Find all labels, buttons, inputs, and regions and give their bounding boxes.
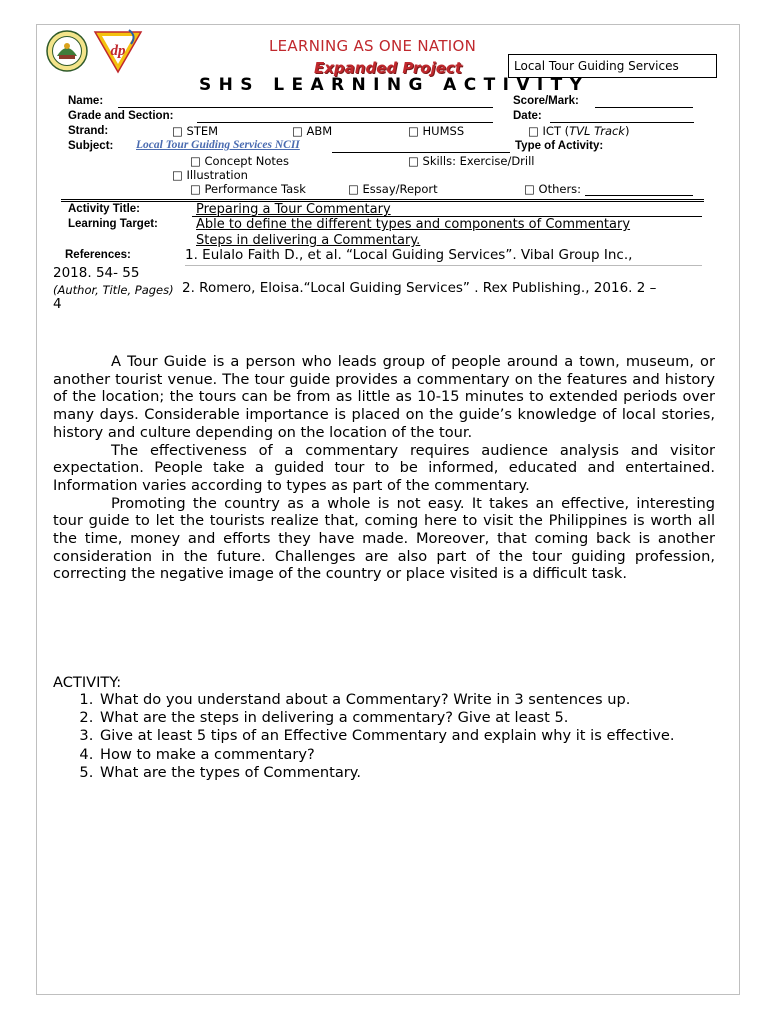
- learning-target-line1: Able to define the different types and components of Commentary: [196, 217, 631, 232]
- reference-2-tail: 4: [53, 296, 62, 312]
- list-item: 5. What are the types of Commentary.: [98, 764, 715, 782]
- school-seal-icon: [45, 30, 89, 72]
- subject-box: Local Tour Guiding Services: [508, 54, 717, 78]
- type-of-activity-label: Type of Activity:: [515, 140, 604, 152]
- type-performance-task-option[interactable]: □ Performance Task: [190, 182, 306, 196]
- subject-field-line: [332, 152, 510, 153]
- references-label: References:: [65, 249, 131, 261]
- body-text: [53, 353, 715, 583]
- list-item: 4. How to make a commentary?: [98, 746, 715, 764]
- reference-1-line2: 2018. 54- 55: [53, 265, 140, 281]
- activity-title-label: Activity Title:: [68, 203, 140, 215]
- checkbox-icon: □: [408, 124, 419, 138]
- type-others-option[interactable]: □ Others:: [524, 182, 582, 196]
- checkbox-icon: □: [172, 168, 183, 182]
- others-field[interactable]: [585, 195, 693, 196]
- date-label: Date:: [513, 110, 542, 122]
- learning-target-label: Learning Target:: [68, 218, 158, 230]
- checkbox-icon: □: [408, 154, 419, 168]
- deped-logo-icon: [93, 28, 143, 74]
- checkbox-icon: □: [190, 182, 201, 196]
- paragraph-2: The effectiveness of a commentary requires audience analysis and visitor expectation. People take a guided tour to be informed, educated and entertained. Information varies according to types as part of the commentary.: [53, 441, 715, 494]
- checkbox-icon: □: [524, 182, 535, 196]
- list-item: 1. What do you understand about a Commentary? Write in 3 sentences up.: [98, 691, 715, 709]
- reference-1-line1: 1. Eulalo Faith D., et al. “Local Guiding Services”. Vibal Group Inc.,: [185, 247, 633, 263]
- header-nation: LEARNING AS ONE NATION: [269, 37, 477, 55]
- checkbox-icon: □: [172, 124, 183, 138]
- checkbox-icon: □: [528, 124, 539, 138]
- checkbox-icon: □: [190, 154, 201, 168]
- type-illustration-option[interactable]: □ Illustration: [172, 168, 248, 182]
- list-item: 3. Give at least 5 tips of an Effective Commentary and explain why it is effective.: [98, 727, 715, 745]
- page-title: SHS LEARNING ACTIVITY: [199, 75, 590, 95]
- type-concept-notes-option[interactable]: □ Concept Notes: [190, 154, 289, 168]
- type-skills-option[interactable]: □ Skills: Exercise/Drill: [408, 154, 535, 168]
- grade-field[interactable]: [197, 122, 493, 123]
- list-item: 2. What are the steps in delivering a commentary? Give at least 5.: [98, 709, 715, 727]
- name-field[interactable]: [118, 107, 493, 108]
- paragraph-3: Promoting the country as a whole is not easy. It takes an effective, interesting tour guide to let the tourists realize that, coming here to visit the Philippines is worth all the time, money and efforts they have made. Moreover, that coming back is another consideration in the future. Challenges are also part of the tour guiding profession, correcting the negative image of the country or place visited is a difficult task.: [53, 494, 715, 583]
- date-field[interactable]: [550, 122, 694, 123]
- strand-ict-option[interactable]: □ ICT (TVL Track): [528, 124, 630, 138]
- strand-abm-option[interactable]: □ ABM: [292, 124, 333, 138]
- header-expanded-project: Expanded Project: [314, 59, 462, 77]
- checkbox-icon: □: [348, 182, 359, 196]
- strand-label: Strand:: [68, 125, 109, 137]
- separator-top: [61, 199, 704, 200]
- name-label: Name:: [68, 95, 104, 107]
- activity-title-value: Preparing a Tour Commentary: [196, 202, 391, 217]
- type-essay-report-option[interactable]: □ Essay/Report: [348, 182, 438, 196]
- score-field[interactable]: [595, 107, 693, 108]
- reference-line: [185, 265, 702, 266]
- score-label: Score/Mark:: [513, 95, 579, 107]
- checkbox-icon: □: [292, 124, 303, 138]
- svg-text:dp: dp: [110, 43, 126, 59]
- paragraph-1: A Tour Guide is a person who leads group of people around a town, museum, or another tourist venue. The tour guide provides a commentary on the features and history of the location; the tours can be from as little as 10-15 minutes to extended periods over many days. Considerable importance is placed on the guide’s knowledge of local stories, history and culture depending on the location of the tour.: [53, 353, 715, 441]
- activity-heading: ACTIVITY:: [53, 674, 122, 691]
- subject-label: Subject:: [68, 140, 114, 152]
- learning-target-line2: Steps in delivering a Commentary.: [196, 233, 421, 248]
- subject-value: Local Tour Guiding Services NCII: [136, 139, 300, 151]
- reference-hint: (Author, Title, Pages): [53, 283, 174, 297]
- strand-stem-option[interactable]: □ STEM: [172, 124, 219, 138]
- grade-label: Grade and Section:: [68, 110, 174, 122]
- reference-2: 2. Romero, Eloisa.“Local Guiding Services” . Rex Publishing., 2016. 2 –: [182, 280, 657, 296]
- strand-humss-option[interactable]: □ HUMSS: [408, 124, 465, 138]
- activity-list: [53, 691, 715, 782]
